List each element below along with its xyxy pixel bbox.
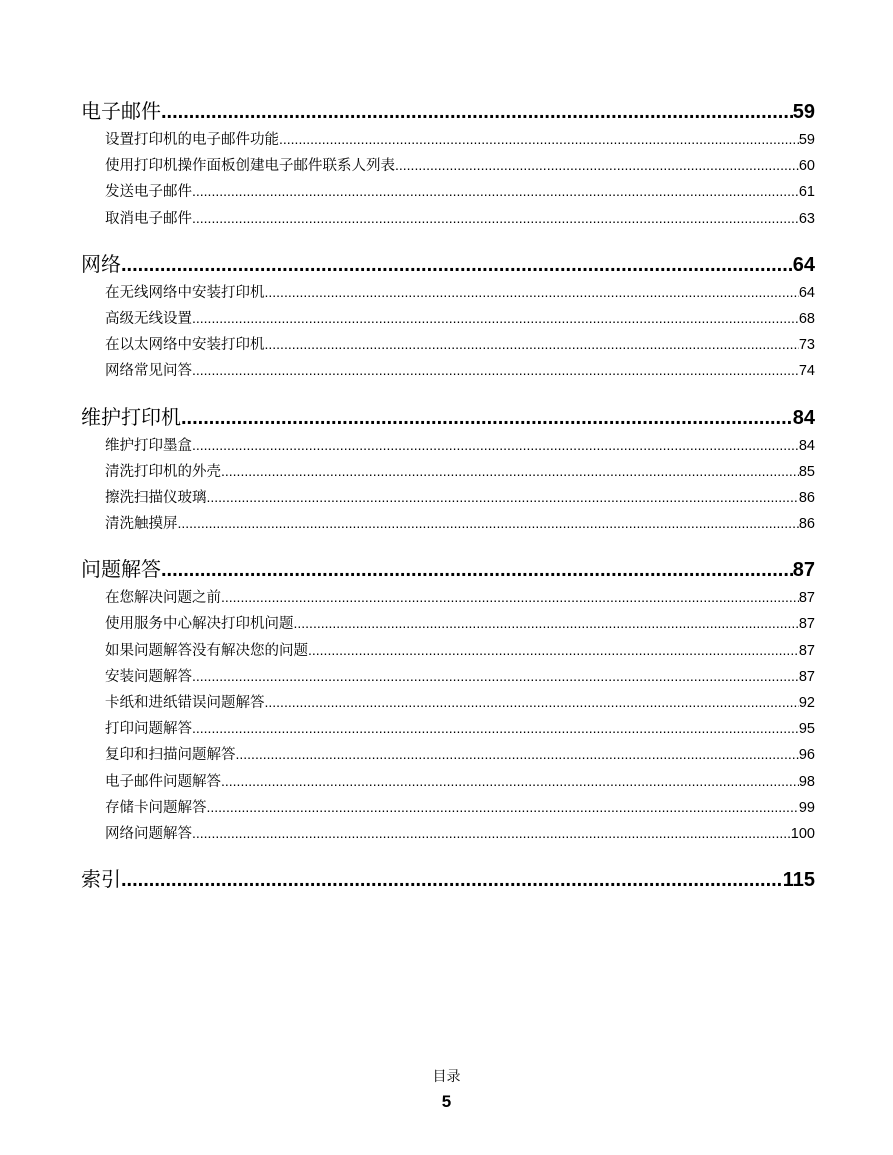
dot-leader [181, 403, 793, 432]
dot-leader [265, 279, 799, 305]
toc-entry-page: 74 [798, 363, 815, 380]
dot-leader [221, 458, 799, 484]
dot-leader [192, 305, 799, 331]
dot-leader [236, 741, 799, 767]
toc-entry-page: 87 [798, 642, 815, 659]
dot-leader [265, 331, 799, 357]
toc-section-index [81, 864, 815, 894]
dot-leader [395, 152, 799, 178]
toc-entry-page: 73 [798, 337, 815, 354]
toc-entry[interactable] [81, 510, 815, 536]
toc-heading-page: 115 [782, 869, 815, 892]
dot-leader [207, 794, 799, 820]
toc-heading-title: 电子邮件 [81, 99, 161, 123]
toc-entry-title: 高级无线设置 [105, 310, 192, 327]
toc-entry[interactable] [81, 794, 815, 820]
toc-entry[interactable] [81, 279, 815, 305]
toc-heading-title: 问题解答 [81, 557, 161, 582]
toc-entry-page: 63 [798, 210, 815, 227]
toc-heading-page: 64 [792, 253, 815, 276]
toc-entry-title: 安装问题解答 [105, 668, 192, 685]
toc-heading-title: 维护打印机 [81, 404, 181, 429]
toc-heading[interactable] [81, 554, 815, 584]
toc-entry-page: 87 [798, 668, 815, 685]
toc-entry-page: 99 [798, 799, 815, 816]
toc-entry-page: 59 [798, 132, 815, 148]
toc-entry-page: 86 [798, 489, 815, 506]
dot-leader [221, 584, 799, 610]
toc-section-network [81, 249, 815, 384]
toc-entry-page: 64 [798, 284, 815, 301]
dot-leader [294, 610, 799, 636]
toc-heading-title: 网络 [81, 251, 121, 276]
toc-entry-title: 复印和扫描问题解答 [105, 747, 236, 764]
toc-entry[interactable] [81, 741, 815, 767]
toc-entry-page: 98 [798, 773, 815, 790]
toc-entry-title: 取消电子邮件 [105, 210, 192, 227]
dot-leader [279, 126, 799, 152]
toc-entry[interactable] [81, 484, 815, 510]
dot-leader [192, 715, 799, 741]
dot-leader [192, 205, 799, 231]
footer-label: 目录 [432, 1069, 461, 1085]
dot-leader [308, 637, 799, 663]
toc-entry-title: 网络常见问答 [105, 363, 192, 380]
toc-section-maintenance [81, 402, 815, 537]
toc-entry[interactable] [81, 689, 815, 715]
toc-entry-title: 使用服务中心解决打印机问题 [105, 616, 294, 633]
toc-entry[interactable] [81, 663, 815, 689]
dot-leader [121, 250, 793, 279]
toc-entry-title: 在无线网络中安装打印机 [105, 284, 265, 301]
dot-leader [178, 510, 799, 536]
table-of-contents [81, 96, 815, 912]
toc-entry-page: 85 [798, 463, 815, 480]
toc-entry[interactable] [81, 178, 815, 204]
toc-entry[interactable] [81, 152, 815, 178]
toc-entry-title: 打印问题解答 [105, 721, 192, 738]
toc-entry[interactable] [81, 637, 815, 663]
dot-leader [192, 432, 799, 458]
toc-entry-page: 92 [798, 695, 815, 711]
dot-leader [161, 97, 793, 126]
toc-entry-title: 在您解决问题之前 [105, 590, 221, 607]
toc-heading[interactable] [81, 249, 815, 279]
toc-entry[interactable] [81, 820, 815, 846]
toc-entry-title: 清洗触摸屏 [105, 516, 178, 533]
toc-entry[interactable] [81, 205, 815, 231]
toc-entry-title: 如果问题解答没有解决您的问题 [105, 642, 308, 659]
toc-entry-title: 卡纸和进纸错误问题解答 [105, 695, 265, 711]
toc-entry[interactable] [81, 126, 815, 152]
toc-entry[interactable] [81, 768, 815, 794]
toc-heading[interactable] [81, 96, 815, 126]
toc-entry[interactable] [81, 432, 815, 458]
dot-leader [221, 768, 799, 794]
toc-entry[interactable] [81, 610, 815, 636]
toc-entry-page: 100 [790, 825, 815, 842]
toc-entry-title: 清洗打印机的外壳 [105, 463, 221, 480]
toc-entry-page: 60 [798, 158, 815, 175]
dot-leader [192, 663, 799, 689]
toc-entry[interactable] [81, 715, 815, 741]
toc-entry-title: 使用打印机操作面板创建电子邮件联系人列表 [105, 158, 395, 175]
toc-entry-page: 86 [798, 516, 815, 533]
toc-entry[interactable] [81, 331, 815, 357]
toc-section-email [81, 96, 815, 231]
toc-section-troubleshooting [81, 554, 815, 846]
toc-heading-page: 87 [792, 559, 815, 582]
toc-entry-title: 设置打印机的电子邮件功能 [105, 132, 279, 148]
toc-entry-title: 在以太网络中安装打印机 [105, 337, 265, 354]
toc-entry-title: 发送电子邮件 [105, 184, 192, 201]
dot-leader [192, 357, 799, 383]
toc-heading[interactable] [81, 402, 815, 432]
dot-leader [161, 555, 793, 584]
toc-entry[interactable] [81, 584, 815, 610]
dot-leader [192, 178, 799, 204]
toc-heading-title: 索引 [81, 867, 121, 892]
dot-leader [192, 820, 791, 846]
toc-entry[interactable] [81, 357, 815, 383]
dot-leader [207, 484, 799, 510]
toc-entry[interactable] [81, 305, 815, 331]
toc-entry-page: 95 [798, 721, 815, 738]
toc-entry[interactable] [81, 458, 815, 484]
dot-leader [265, 689, 799, 715]
toc-entry-page: 96 [798, 747, 815, 764]
toc-entry-title: 电子邮件问题解答 [105, 773, 221, 790]
toc-heading[interactable] [81, 864, 815, 894]
toc-entry-title: 网络问题解答 [105, 825, 192, 842]
toc-entry-page: 87 [798, 590, 815, 607]
toc-entry-page: 61 [798, 184, 815, 201]
toc-entry-title: 擦洗扫描仪玻璃 [105, 489, 207, 506]
dot-leader [121, 865, 783, 894]
toc-heading-page: 84 [792, 406, 815, 429]
toc-entry-page: 87 [798, 616, 815, 633]
page-number: 5 [441, 1092, 452, 1111]
toc-heading-page: 59 [792, 101, 815, 123]
toc-entry-title: 存储卡问题解答 [105, 799, 207, 816]
toc-entry-page: 68 [798, 310, 815, 327]
toc-entry-page: 84 [798, 437, 815, 454]
toc-entry-title: 维护打印墨盒 [105, 437, 192, 454]
